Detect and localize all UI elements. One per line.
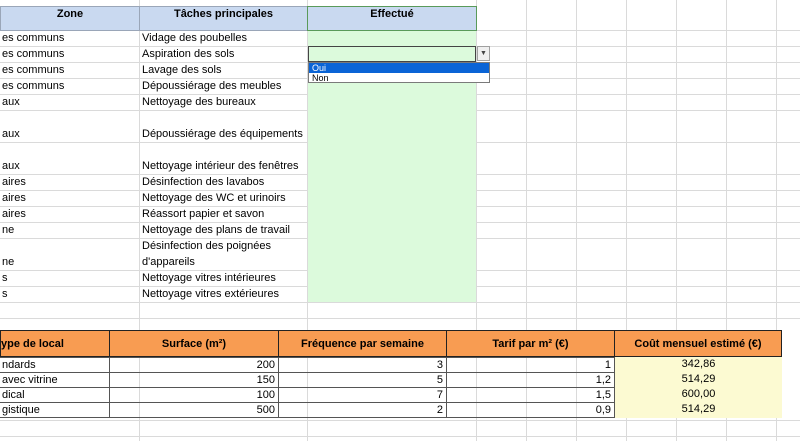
active-done-cell[interactable]: [308, 46, 476, 62]
monthly-cost-cell[interactable]: 514,29: [615, 372, 782, 388]
header-zone: Zone: [0, 6, 140, 31]
task-cell[interactable]: Aspiration des sols: [142, 48, 235, 60]
rate-cell[interactable]: 1,5: [446, 387, 615, 403]
chevron-down-icon: ▼: [480, 50, 487, 57]
monthly-cost-cell[interactable]: 514,29: [615, 402, 782, 418]
zone-cell[interactable]: es communs: [2, 64, 65, 76]
local-type-cell[interactable]: ndards: [0, 357, 110, 373]
header-done: Effectué: [307, 6, 477, 31]
local-type-cell[interactable]: avec vitrine: [0, 372, 110, 388]
task-cell-line2[interactable]: d'appareils: [142, 256, 195, 268]
task-cell[interactable]: Dépoussiérage des équipements: [142, 128, 303, 140]
zone-cell[interactable]: es communs: [2, 80, 65, 92]
task-cell[interactable]: Nettoyage des bureaux: [142, 96, 256, 108]
task-cell[interactable]: Réassort papier et savon: [142, 208, 265, 220]
header-surface: Surface (m²): [109, 330, 279, 357]
zone-cell[interactable]: aux: [2, 96, 20, 108]
header-monthly-cost: Coût mensuel estimé (€): [614, 330, 782, 357]
zone-cell[interactable]: aires: [2, 208, 26, 220]
task-cell[interactable]: Nettoyage des plans de travail: [142, 224, 290, 236]
header-rate: Tarif par m² (€): [446, 330, 615, 357]
zone-cell[interactable]: es communs: [2, 48, 65, 60]
rate-cell[interactable]: 1,2: [446, 372, 615, 388]
zone-cell[interactable]: s: [2, 288, 8, 300]
task-cell-line1[interactable]: Désinfection des poignées: [142, 240, 272, 252]
grid-row-line: [0, 436, 800, 437]
zone-cell[interactable]: es communs: [2, 32, 65, 44]
zone-cell[interactable]: aux: [2, 160, 20, 172]
task-cell[interactable]: Vidage des poubelles: [142, 32, 247, 44]
task-cell[interactable]: Lavage des sols: [142, 64, 222, 76]
frequency-cell[interactable]: 5: [278, 372, 447, 388]
dropdown-option-non[interactable]: Non: [312, 73, 329, 83]
zone-cell[interactable]: aires: [2, 192, 26, 204]
frequency-cell[interactable]: 3: [278, 357, 447, 373]
grid-row-line: [0, 420, 800, 421]
task-cell[interactable]: Dépoussiérage des meubles: [142, 80, 282, 92]
zone-cell[interactable]: aux: [2, 128, 20, 140]
surface-cell[interactable]: 200: [109, 357, 279, 373]
zone-cell[interactable]: aires: [2, 176, 26, 188]
task-cell[interactable]: Nettoyage intérieur des fenêtres: [142, 160, 299, 172]
header-tasks: Tâches principales: [139, 6, 308, 31]
surface-cell[interactable]: 100: [109, 387, 279, 403]
dropdown-option-oui[interactable]: Oui: [309, 63, 489, 73]
rate-cell[interactable]: 1: [446, 357, 615, 373]
task-cell[interactable]: Nettoyage des WC et urinoirs: [142, 192, 286, 204]
grid-row-line: [0, 302, 800, 303]
zone-cell[interactable]: ne: [2, 256, 15, 268]
task-cell[interactable]: Nettoyage vitres intérieures: [142, 272, 276, 284]
monthly-cost-cell[interactable]: 600,00: [615, 387, 782, 403]
frequency-cell[interactable]: 7: [278, 387, 447, 403]
grid-row-line: [0, 318, 800, 319]
task-cell[interactable]: Désinfection des lavabos: [142, 176, 265, 188]
header-local-type: ype de local: [0, 330, 110, 357]
surface-cell[interactable]: 150: [109, 372, 279, 388]
zone-cell[interactable]: s: [2, 272, 8, 284]
local-type-cell[interactable]: dical: [0, 387, 110, 403]
monthly-cost-cell[interactable]: 342,86: [615, 357, 782, 373]
dropdown-list[interactable]: [308, 62, 490, 83]
task-cell[interactable]: Nettoyage vitres extérieures: [142, 288, 279, 300]
header-frequency: Fréquence par semaine: [278, 330, 447, 357]
local-type-cell[interactable]: gistique: [0, 402, 110, 418]
zone-cell[interactable]: ne: [2, 224, 15, 236]
rate-cell[interactable]: 0,9: [446, 402, 615, 418]
frequency-cell[interactable]: 2: [278, 402, 447, 418]
surface-cell[interactable]: 500: [109, 402, 279, 418]
dropdown-arrow-button[interactable]: [477, 46, 490, 61]
